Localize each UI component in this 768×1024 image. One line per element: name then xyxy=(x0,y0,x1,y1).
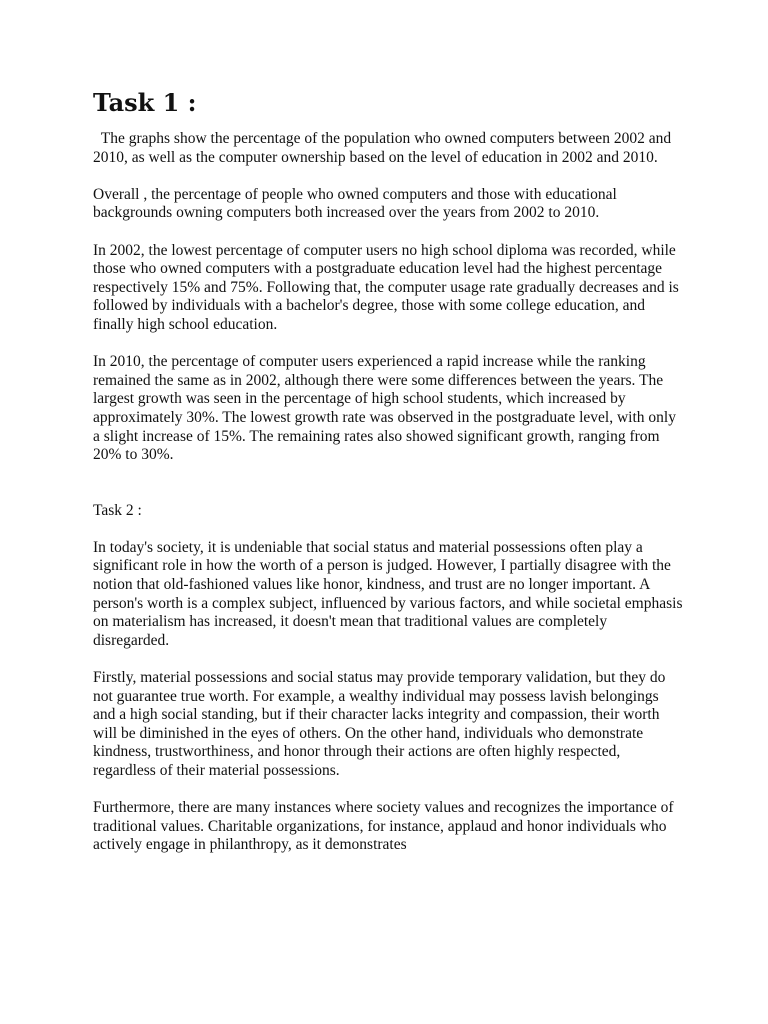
task2-paragraph-furthermore: Furthermore, there are many instances where society values and recognizes the importance of traditional values. Charitable organizations, for instance, applaud and honor individuals who actively engage in philanthropy, as it demonstrates xyxy=(93,799,674,854)
task1-paragraph-overview: Overall , the percentage of people who owned computers and those with educational backgrounds owning computers both increased over the years from 2002 to 2010. xyxy=(93,185,617,222)
task2-paragraph-firstly: Firstly, material possessions and social status may provide temporary validation, but they do not guarantee true worth. For example, a wealthy individual may possess lavish belongings and a high social standing, but if their character lacks integrity and compassion, their worth will be diminished in the eyes of others. On the other hand, individuals who demonstrate kindness, trustworthiness, and honor through their actions are often highly respected, regardless of their material possessions. xyxy=(93,669,666,779)
document-page xyxy=(93,88,683,855)
task1-paragraph-intro: The graphs show the percentage of the population who owned computers between 2002 and 2010, as well as the computer ownership based on the level of education in 2002 and 2010. xyxy=(93,130,672,166)
task1-paragraph-2010: In 2010, the percentage of computer users experienced a rapid increase while the ranking remained the same as in 2002, although there were some differences between the years. The largest growth was seen in the percentage of high school students, which increased by approximately 30%. The lowest growth rate was observed in the postgraduate level, with only a slight increase of 15%. The remaining rates also showed significant growth, ranging from 20% to 30%. xyxy=(93,353,676,464)
task2-title: Task 2 : xyxy=(93,501,142,519)
task1-title: Task 1 : xyxy=(93,88,197,117)
task1-paragraph-2002: In 2002, the lowest percentage of computer users no high school diploma was recorded, while those who owned computers with a postgraduate education level had the highest percentage respectively 15% and 75%. Following that, the computer usage rate gradually decreases and is followed by individuals with a bachelor's degree, those with some college education, and finally high school education. xyxy=(93,241,679,333)
task2-paragraph-intro: In today's society, it is undeniable that social status and material possessions often play a significant role in how the worth of a person is judged. However, I partially disagree with the notion that old-fashioned values like honor, kindness, and trust are no longer important. A person's worth is a complex subject, influenced by various factors, and while societal emphasis on materialism has increased, it doesn't mean that traditional values are completely disregarded. xyxy=(93,538,683,649)
